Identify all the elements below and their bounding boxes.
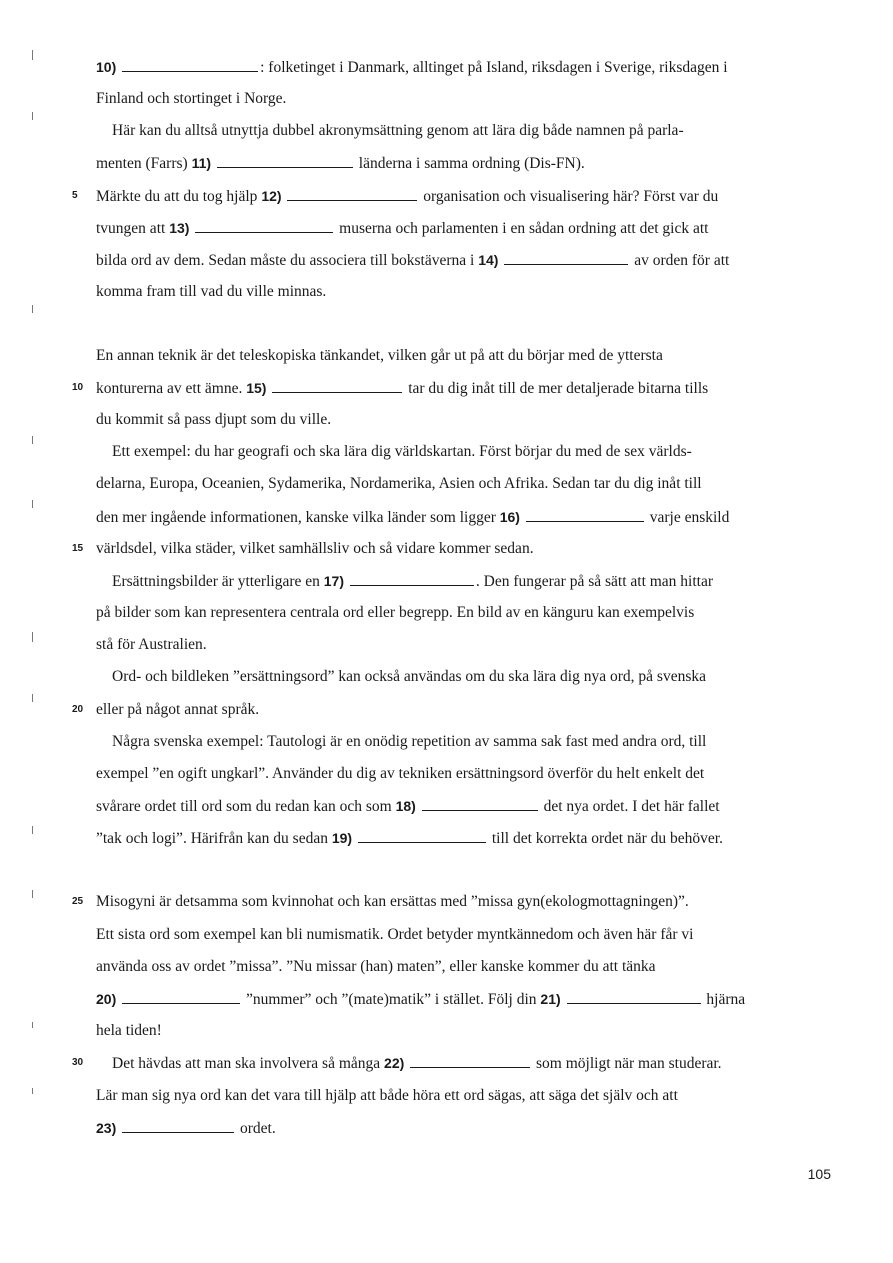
margin-mark (32, 826, 33, 834)
answer-blank-11[interactable] (217, 155, 353, 168)
text-line: konturerna av ett ämne. 15) tar du dig inåt till de mer detaljerade bitarna tills (96, 380, 709, 397)
text-line: Ett sista ord som exempel kan bli numismatik. Ordet betyder myntkännedom och även här får vi (96, 926, 694, 943)
answer-blank-21[interactable] (567, 991, 701, 1004)
text-line: Ord- och bildleken ”ersättningsord” kan också användas om du ska lära dig nya ord, på svenska (112, 668, 706, 685)
text-line: tvungen att 13) muserna och parlamenten i en sådan ordning att det gick att (96, 220, 709, 237)
line-number: 20 (72, 704, 84, 715)
margin-mark (32, 632, 33, 642)
line-number: 5 (72, 190, 78, 201)
answer-blank-23[interactable] (122, 1120, 234, 1133)
line-number: 30 (72, 1057, 84, 1068)
answer-blank-18[interactable] (422, 798, 538, 811)
text-line: eller på något annat språk. (96, 701, 260, 718)
answer-blank-22[interactable] (410, 1055, 530, 1068)
answer-blank-10[interactable] (122, 59, 258, 72)
text-line: svårare ordet till ord som du redan kan och som 18) det nya ordet. I det här fallet (96, 798, 720, 815)
text-line: stå för Australien. (96, 636, 207, 653)
text-line: Ett exempel: du har geografi och ska lära dig världskartan. Först börjar du med de sex världs- (112, 443, 692, 460)
text-line: Några svenska exempel: Tautologi är en onödig repetition av samma sak fast med andra ord, till (112, 733, 707, 750)
text-line: Lär man sig nya ord kan det vara till hjälp att både höra ett ord sägas, att säga det själv och att (96, 1087, 678, 1104)
margin-mark (32, 500, 33, 508)
margin-mark (32, 50, 33, 60)
text-line: hela tiden! (96, 1022, 162, 1039)
text-line: Märkte du att du tog hjälp 12) organisation och visualisering här? Först var du (96, 188, 719, 205)
margin-mark (32, 305, 33, 313)
text-line: 20) ”nummer” och ”(mate)matik” i stället. Följ din 21) hjärna (96, 991, 746, 1008)
text-line: En annan teknik är det teleskopiska tänkandet, vilken går ut på att du börjar med de yttersta (96, 347, 663, 364)
line-number: 25 (72, 896, 84, 907)
margin-mark (32, 890, 33, 898)
text-line: bilda ord av dem. Sedan måste du associera till bokstäverna i 14) av orden för att (96, 252, 730, 269)
text-line: komma fram till vad du ville minnas. (96, 283, 327, 300)
answer-blank-17[interactable] (350, 573, 474, 586)
answer-blank-16[interactable] (526, 509, 644, 522)
margin-mark (32, 436, 33, 444)
margin-mark (32, 1088, 33, 1094)
text-line: menten (Farrs) 11) länderna i samma ordning (Dis-FN). (96, 155, 585, 172)
answer-blank-12[interactable] (287, 188, 417, 201)
text-line: Misogyni är detsamma som kvinnohat och kan ersättas med ”missa gyn(ekologmottagningen)”. (96, 893, 689, 910)
text-line: 10) : folketinget i Danmark, alltinget på Island, riksdagen i Sverige, riksdagen i (96, 59, 728, 76)
text-line: ”tak och logi”. Härifrån kan du sedan 19) till det korrekta ordet när du behöver. (96, 830, 723, 847)
text-line: Det hävdas att man ska involvera så många 22) som möjligt när man studerar. (112, 1055, 722, 1072)
answer-blank-20[interactable] (122, 991, 240, 1004)
text-line: exempel ”en ogift ungkarl”. Använder du dig av tekniken ersättningsord överför du helt enkelt det (96, 765, 705, 782)
answer-blank-15[interactable] (272, 380, 402, 393)
text-line: Finland och stortinget i Norge. (96, 90, 287, 107)
margin-mark (32, 694, 33, 702)
text-line: på bilder som kan representera centrala ord eller begrepp. En bild av en känguru kan exempelvis (96, 604, 695, 621)
page-number: 105 (807, 1166, 831, 1182)
line-number: 15 (72, 543, 84, 554)
text-line: du kommit så pass djupt som du ville. (96, 411, 332, 428)
text-line: delarna, Europa, Oceanien, Sydamerika, Nordamerika, Asien och Afrika. Sedan tar du dig inåt till (96, 475, 702, 492)
text-line: världsdel, vilka städer, vilket samhällsliv och så vidare kommer sedan. (96, 540, 534, 557)
line-number: 10 (72, 382, 84, 393)
answer-blank-19[interactable] (358, 830, 486, 843)
text-line: Här kan du alltså utnyttja dubbel akronymsättning genom att lära dig både namnen på parla- (112, 122, 684, 139)
text-line: den mer ingående informationen, kanske vilka länder som ligger 16) varje enskild (96, 509, 730, 526)
margin-mark (32, 112, 33, 120)
text-line: Ersättningsbilder är ytterligare en 17) . Den fungerar på så sätt att man hittar (112, 573, 714, 590)
text-line: 23) ordet. (96, 1120, 276, 1137)
margin-mark (32, 1022, 33, 1028)
text-line: använda oss av ordet ”missa”. ”Nu missar (han) maten”, eller kanske kommer du att tänka (96, 958, 656, 975)
answer-blank-13[interactable] (195, 220, 333, 233)
answer-blank-14[interactable] (504, 252, 628, 265)
